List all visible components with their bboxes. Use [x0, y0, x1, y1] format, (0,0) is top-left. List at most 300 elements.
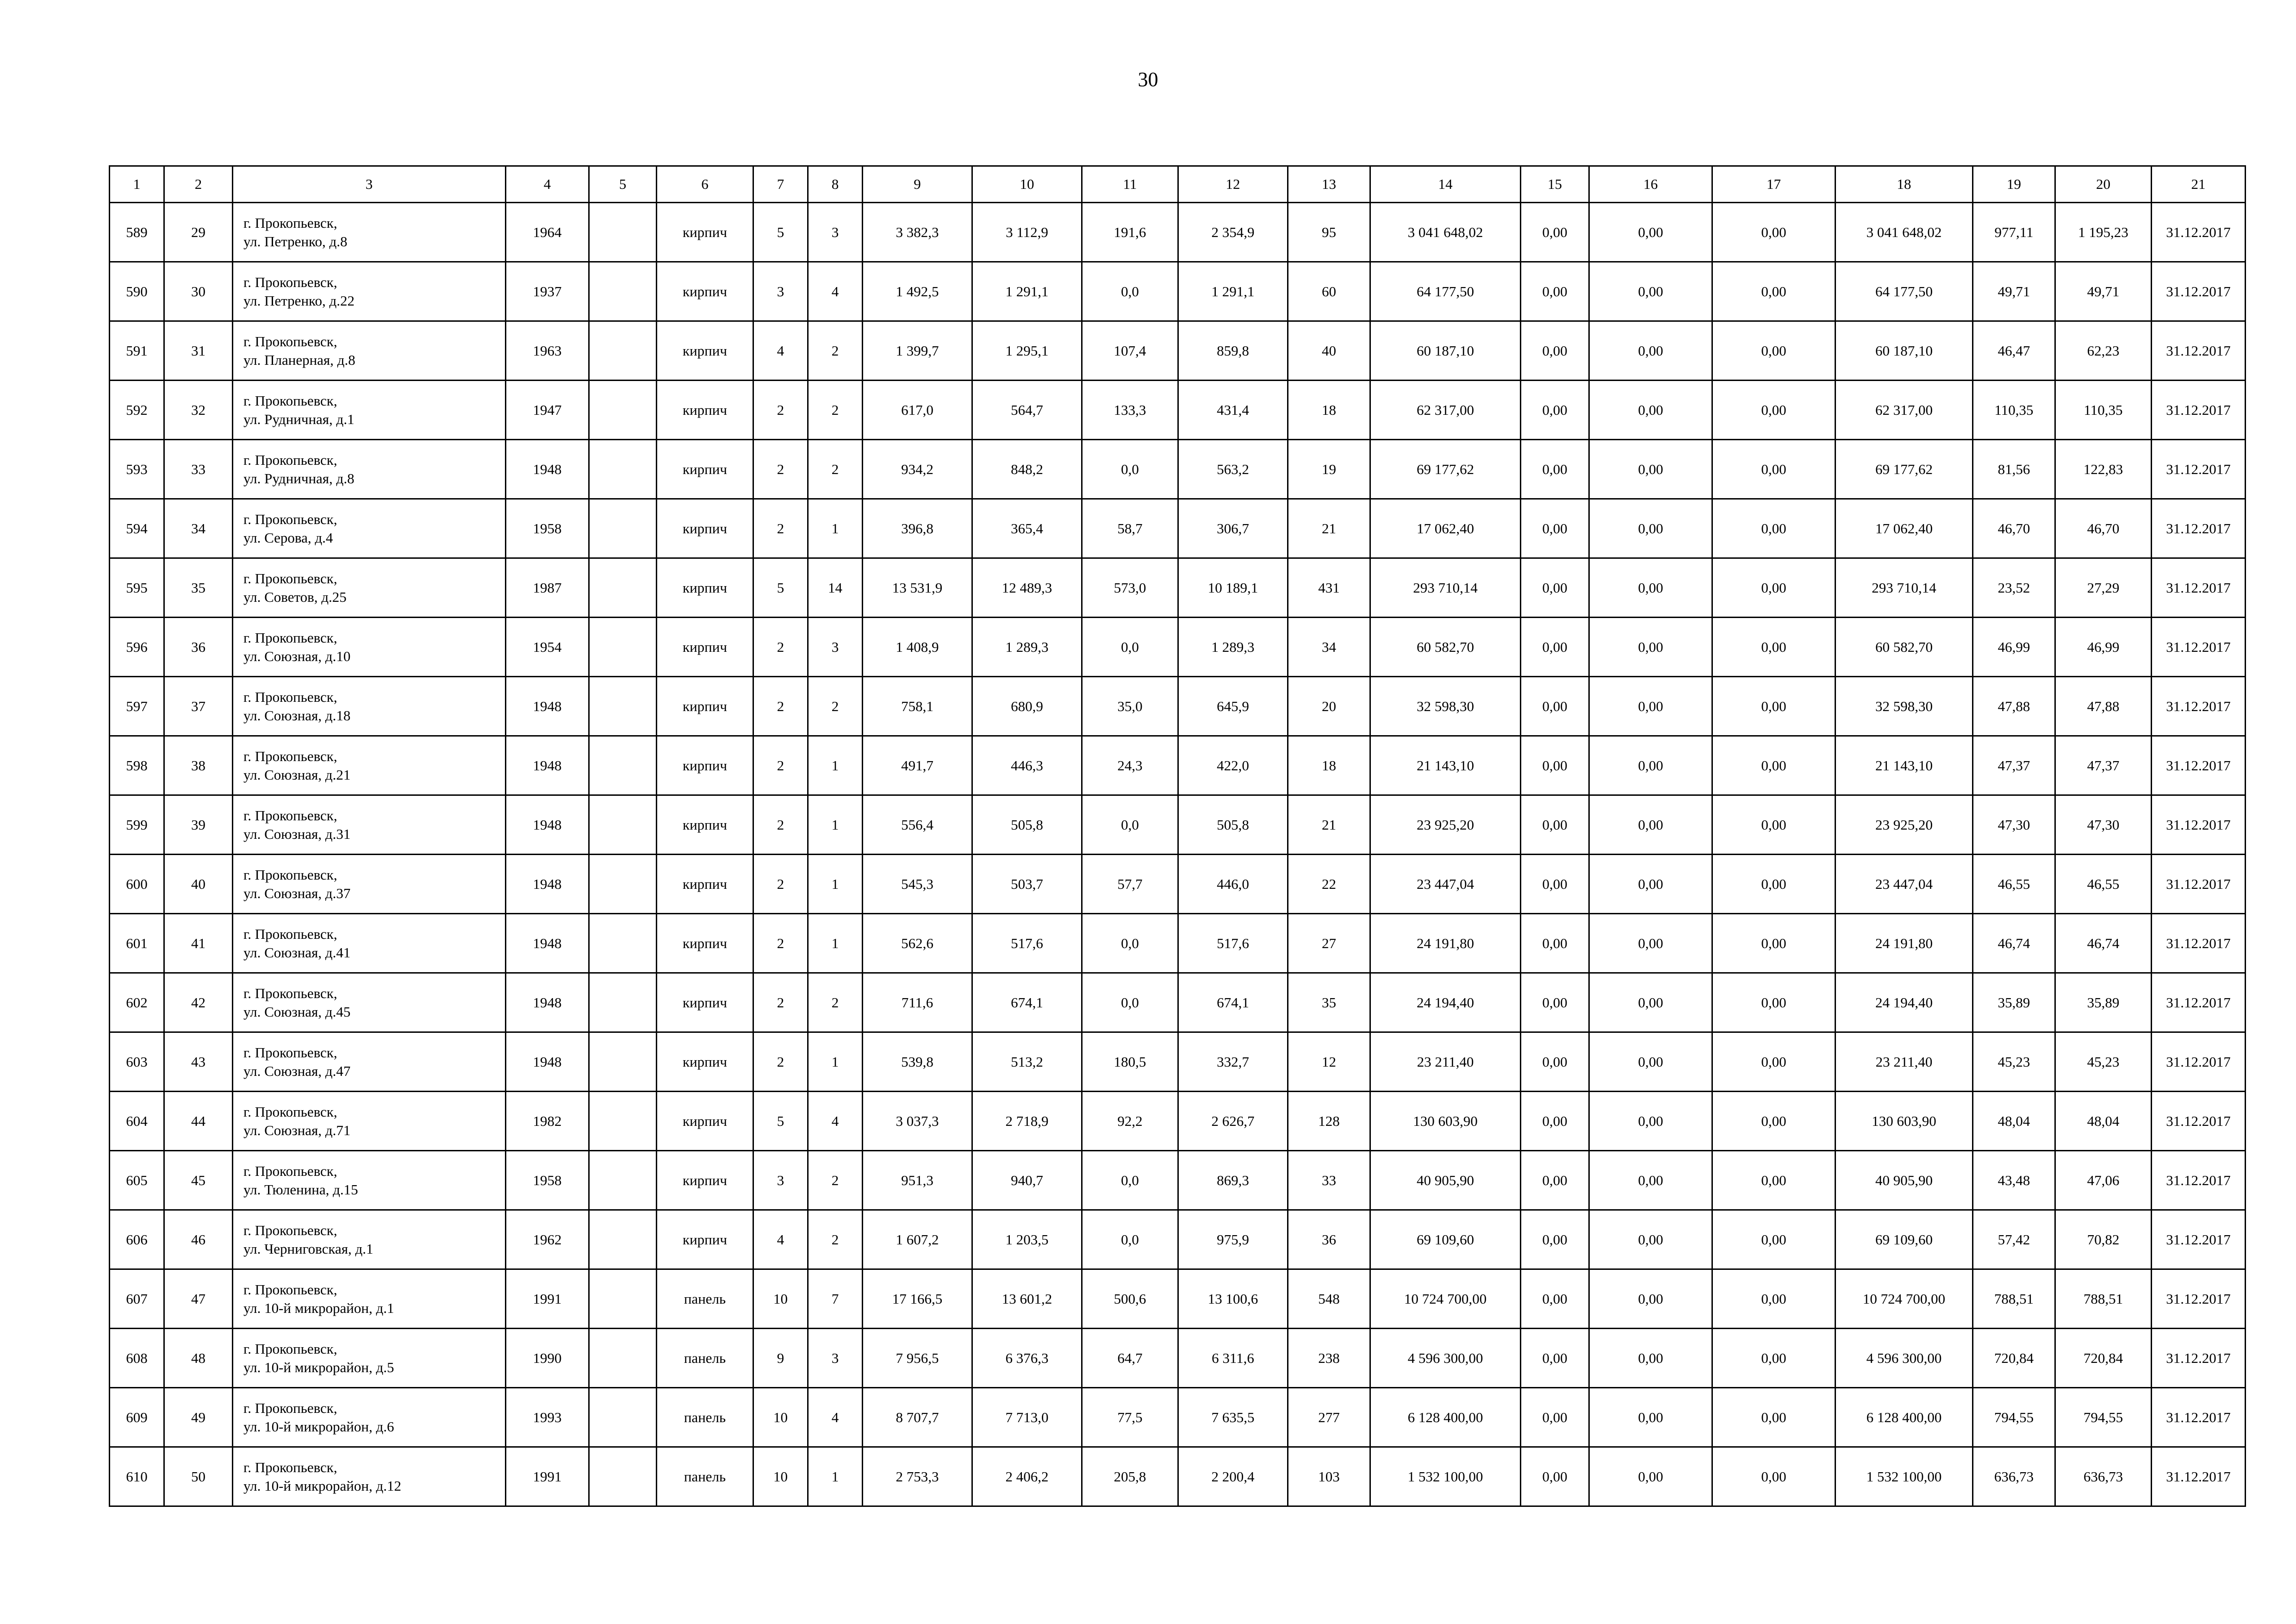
- cell-col-15: 0,00: [1521, 203, 1589, 262]
- cell-col-1: 598: [110, 736, 164, 795]
- cell-col-13: 19: [1288, 440, 1370, 499]
- address-cell: [233, 677, 506, 736]
- cell-col-8: 1: [808, 855, 863, 914]
- cell-col-1: 610: [110, 1447, 164, 1506]
- cell-col-10: 503,7: [972, 855, 1082, 914]
- address-cell: [233, 499, 506, 558]
- cell-col-11: 205,8: [1082, 1447, 1178, 1506]
- cell-col-19: 788,51: [1973, 1269, 2055, 1329]
- cell-col-14: 23 925,20: [1370, 795, 1521, 855]
- address-street: ул. Советов, д.25: [243, 588, 347, 605]
- cell-col-19: 47,30: [1973, 795, 2055, 855]
- cell-col-21: 31.12.2017: [2152, 1092, 2246, 1151]
- cell-col-10: 13 601,2: [972, 1269, 1082, 1329]
- cell-col-8: 2: [808, 1151, 863, 1210]
- cell-col-16: 0,00: [1589, 1151, 1712, 1210]
- address-city: г. Прокопьевск,: [243, 1044, 337, 1061]
- cell-col-19: 47,88: [1973, 677, 2055, 736]
- cell-col-12: 13 100,6: [1178, 1269, 1288, 1329]
- cell-col-21: 31.12.2017: [2152, 1447, 2246, 1506]
- cell-col-19: 35,89: [1973, 973, 2055, 1032]
- cell-col-20: 46,74: [2055, 914, 2152, 973]
- cell-col-13: 34: [1288, 618, 1370, 677]
- column-header-18: 18: [1836, 166, 1973, 203]
- cell-col-2: 47: [164, 1269, 233, 1329]
- cell-col-16: 0,00: [1589, 558, 1712, 618]
- cell-col-21: 31.12.2017: [2152, 914, 2246, 973]
- cell-col-2: 34: [164, 499, 233, 558]
- cell-col-11: 64,7: [1082, 1329, 1178, 1388]
- column-header-7: 7: [753, 166, 808, 203]
- cell-col-13: 60: [1288, 262, 1370, 321]
- cell-col-21: 31.12.2017: [2152, 1151, 2246, 1210]
- column-header-4: 4: [506, 166, 589, 203]
- cell-col-11: 0,0: [1082, 618, 1178, 677]
- cell-col-13: 22: [1288, 855, 1370, 914]
- cell-col-17: 0,00: [1712, 262, 1836, 321]
- cell-col-13: 36: [1288, 1210, 1370, 1269]
- column-number-row: [110, 166, 2246, 203]
- cell-col-16: 0,00: [1589, 499, 1712, 558]
- cell-col-18: 23 447,04: [1836, 855, 1973, 914]
- cell-col-7: 4: [753, 1210, 808, 1269]
- address-street: ул. Союзная, д.10: [243, 648, 351, 664]
- cell-col-11: 0,0: [1082, 440, 1178, 499]
- table-row: [110, 855, 2246, 914]
- cell-col-4: 1987: [506, 558, 589, 618]
- address-cell: [233, 1447, 506, 1506]
- cell-col-12: 2 354,9: [1178, 203, 1288, 262]
- cell-col-19: 23,52: [1973, 558, 2055, 618]
- cell-col-4: 1948: [506, 1032, 589, 1092]
- address-city: г. Прокопьевск,: [243, 1162, 337, 1179]
- cell-col-4: 1954: [506, 618, 589, 677]
- column-header-9: 9: [863, 166, 972, 203]
- cell-col-7: 5: [753, 558, 808, 618]
- cell-col-10: 680,9: [972, 677, 1082, 736]
- cell-col-8: 1: [808, 795, 863, 855]
- column-header-2: 2: [164, 166, 233, 203]
- address-city: г. Прокопьевск,: [243, 629, 337, 646]
- cell-col-17: 0,00: [1712, 1447, 1836, 1506]
- cell-col-1: 602: [110, 973, 164, 1032]
- cell-col-11: 92,2: [1082, 1092, 1178, 1151]
- cell-col-14: 23 447,04: [1370, 855, 1521, 914]
- cell-col-15: 0,00: [1521, 914, 1589, 973]
- address-cell: [233, 855, 506, 914]
- table-row: [110, 736, 2246, 795]
- cell-col-7: 9: [753, 1329, 808, 1388]
- cell-col-16: 0,00: [1589, 381, 1712, 440]
- page-number: 30: [1138, 68, 1158, 91]
- table-row: [110, 1329, 2246, 1388]
- cell-col-14: 23 211,40: [1370, 1032, 1521, 1092]
- table-row: [110, 1210, 2246, 1269]
- cell-col-10: 564,7: [972, 381, 1082, 440]
- cell-col-12: 505,8: [1178, 795, 1288, 855]
- address-cell: [233, 1092, 506, 1151]
- address-city: г. Прокопьевск,: [243, 451, 337, 468]
- cell-col-13: 40: [1288, 321, 1370, 381]
- address-cell: [233, 618, 506, 677]
- address-street: ул. 10-й микрорайон, д.12: [243, 1477, 401, 1494]
- cell-col-11: 0,0: [1082, 795, 1178, 855]
- cell-col-1: 606: [110, 1210, 164, 1269]
- cell-col-2: 38: [164, 736, 233, 795]
- cell-col-20: 49,71: [2055, 262, 2152, 321]
- cell-col-13: 21: [1288, 499, 1370, 558]
- column-header-15: 15: [1521, 166, 1589, 203]
- cell-col-18: 23 211,40: [1836, 1032, 1973, 1092]
- cell-col-15: 0,00: [1521, 440, 1589, 499]
- cell-col-12: 2 200,4: [1178, 1447, 1288, 1506]
- cell-col-17: 0,00: [1712, 914, 1836, 973]
- cell-col-17: 0,00: [1712, 736, 1836, 795]
- cell-col-14: 60 582,70: [1370, 618, 1521, 677]
- cell-col-13: 12: [1288, 1032, 1370, 1092]
- cell-col-5: [589, 855, 657, 914]
- cell-col-15: 0,00: [1521, 1269, 1589, 1329]
- column-header-5: 5: [589, 166, 657, 203]
- cell-col-10: 3 112,9: [972, 203, 1082, 262]
- column-header-6: 6: [657, 166, 753, 203]
- cell-col-19: 57,42: [1973, 1210, 2055, 1269]
- cell-col-20: 46,70: [2055, 499, 2152, 558]
- cell-col-16: 0,00: [1589, 321, 1712, 381]
- address-city: г. Прокопьевск,: [243, 1281, 337, 1298]
- address-city: г. Прокопьевск,: [243, 511, 337, 527]
- cell-col-5: [589, 558, 657, 618]
- cell-col-9: 617,0: [863, 381, 972, 440]
- cell-col-19: 81,56: [1973, 440, 2055, 499]
- cell-col-19: 43,48: [1973, 1151, 2055, 1210]
- cell-col-16: 0,00: [1589, 855, 1712, 914]
- cell-col-6: кирпич: [657, 499, 753, 558]
- cell-col-7: 2: [753, 618, 808, 677]
- cell-col-1: 592: [110, 381, 164, 440]
- cell-col-15: 0,00: [1521, 262, 1589, 321]
- cell-col-1: 597: [110, 677, 164, 736]
- address-cell: [233, 1388, 506, 1447]
- cell-col-10: 365,4: [972, 499, 1082, 558]
- cell-col-8: 1: [808, 736, 863, 795]
- address-street: ул. Союзная, д.37: [243, 885, 351, 901]
- address-cell: [233, 1329, 506, 1388]
- cell-col-8: 3: [808, 1329, 863, 1388]
- cell-col-15: 0,00: [1521, 1447, 1589, 1506]
- table-row: [110, 1447, 2246, 1506]
- cell-col-17: 0,00: [1712, 1329, 1836, 1388]
- cell-col-4: 1993: [506, 1388, 589, 1447]
- cell-col-17: 0,00: [1712, 1210, 1836, 1269]
- table-row: [110, 1092, 2246, 1151]
- cell-col-6: кирпич: [657, 262, 753, 321]
- cell-col-9: 1 607,2: [863, 1210, 972, 1269]
- cell-col-4: 1948: [506, 677, 589, 736]
- cell-col-14: 40 905,90: [1370, 1151, 1521, 1210]
- cell-col-18: 293 710,14: [1836, 558, 1973, 618]
- cell-col-4: 1947: [506, 381, 589, 440]
- cell-col-13: 18: [1288, 381, 1370, 440]
- cell-col-9: 2 753,3: [863, 1447, 972, 1506]
- cell-col-2: 50: [164, 1447, 233, 1506]
- address-street: ул. Тюленина, д.15: [243, 1181, 358, 1198]
- cell-col-16: 0,00: [1589, 618, 1712, 677]
- cell-col-2: 46: [164, 1210, 233, 1269]
- cell-col-20: 110,35: [2055, 381, 2152, 440]
- cell-col-18: 10 724 700,00: [1836, 1269, 1973, 1329]
- cell-col-8: 4: [808, 262, 863, 321]
- cell-col-2: 43: [164, 1032, 233, 1092]
- address-street: ул. 10-й микрорайон, д.6: [243, 1418, 394, 1435]
- cell-col-18: 3 041 648,02: [1836, 203, 1973, 262]
- cell-col-14: 24 194,40: [1370, 973, 1521, 1032]
- cell-col-20: 47,06: [2055, 1151, 2152, 1210]
- cell-col-2: 29: [164, 203, 233, 262]
- cell-col-11: 573,0: [1082, 558, 1178, 618]
- cell-col-18: 40 905,90: [1836, 1151, 1973, 1210]
- cell-col-20: 70,82: [2055, 1210, 2152, 1269]
- cell-col-14: 21 143,10: [1370, 736, 1521, 795]
- address-street: ул. Черниговская, д.1: [243, 1240, 373, 1257]
- address-cell: [233, 1032, 506, 1092]
- cell-col-5: [589, 736, 657, 795]
- cell-col-20: 62,23: [2055, 321, 2152, 381]
- cell-col-21: 31.12.2017: [2152, 677, 2246, 736]
- cell-col-12: 1 291,1: [1178, 262, 1288, 321]
- column-header-10: 10: [972, 166, 1082, 203]
- cell-col-5: [589, 677, 657, 736]
- cell-col-13: 35: [1288, 973, 1370, 1032]
- cell-col-18: 32 598,30: [1836, 677, 1973, 736]
- cell-col-8: 1: [808, 1032, 863, 1092]
- cell-col-1: 590: [110, 262, 164, 321]
- address-street: ул. Рудничная, д.1: [243, 411, 355, 427]
- address-street: ул. Серова, д.4: [243, 529, 333, 546]
- cell-col-2: 39: [164, 795, 233, 855]
- cell-col-10: 848,2: [972, 440, 1082, 499]
- cell-col-17: 0,00: [1712, 381, 1836, 440]
- cell-col-2: 45: [164, 1151, 233, 1210]
- cell-col-1: 599: [110, 795, 164, 855]
- cell-col-9: 3 037,3: [863, 1092, 972, 1151]
- address-city: г. Прокопьевск,: [243, 392, 337, 409]
- cell-col-16: 0,00: [1589, 677, 1712, 736]
- column-header-11: 11: [1082, 166, 1178, 203]
- cell-col-21: 31.12.2017: [2152, 381, 2246, 440]
- cell-col-20: 122,83: [2055, 440, 2152, 499]
- cell-col-10: 7 713,0: [972, 1388, 1082, 1447]
- cell-col-21: 31.12.2017: [2152, 795, 2246, 855]
- cell-col-19: 46,55: [1973, 855, 2055, 914]
- cell-col-8: 2: [808, 381, 863, 440]
- table-row: [110, 1388, 2246, 1447]
- cell-col-9: 396,8: [863, 499, 972, 558]
- cell-col-10: 1 291,1: [972, 262, 1082, 321]
- cell-col-12: 975,9: [1178, 1210, 1288, 1269]
- cell-col-9: 951,3: [863, 1151, 972, 1210]
- address-cell: [233, 440, 506, 499]
- cell-col-21: 31.12.2017: [2152, 1388, 2246, 1447]
- column-header-21: 21: [2152, 166, 2246, 203]
- table-row: [110, 558, 2246, 618]
- cell-col-20: 794,55: [2055, 1388, 2152, 1447]
- cell-col-6: кирпич: [657, 736, 753, 795]
- cell-col-1: 604: [110, 1092, 164, 1151]
- cell-col-11: 0,0: [1082, 262, 1178, 321]
- cell-col-9: 711,6: [863, 973, 972, 1032]
- cell-col-8: 1: [808, 1447, 863, 1506]
- column-header-19: 19: [1973, 166, 2055, 203]
- cell-col-2: 30: [164, 262, 233, 321]
- cell-col-17: 0,00: [1712, 203, 1836, 262]
- address-cell: [233, 973, 506, 1032]
- cell-col-17: 0,00: [1712, 973, 1836, 1032]
- cell-col-10: 674,1: [972, 973, 1082, 1032]
- address-cell: [233, 914, 506, 973]
- cell-col-2: 44: [164, 1092, 233, 1151]
- cell-col-2: 42: [164, 973, 233, 1032]
- cell-col-15: 0,00: [1521, 795, 1589, 855]
- cell-col-17: 0,00: [1712, 795, 1836, 855]
- cell-col-11: 0,0: [1082, 1151, 1178, 1210]
- cell-col-16: 0,00: [1589, 1092, 1712, 1151]
- cell-col-4: 1958: [506, 499, 589, 558]
- cell-col-15: 0,00: [1521, 1092, 1589, 1151]
- cell-col-7: 2: [753, 855, 808, 914]
- cell-col-1: 608: [110, 1329, 164, 1388]
- cell-col-7: 10: [753, 1447, 808, 1506]
- cell-col-17: 0,00: [1712, 855, 1836, 914]
- cell-col-19: 46,74: [1973, 914, 2055, 973]
- cell-col-9: 1 492,5: [863, 262, 972, 321]
- cell-col-18: 24 194,40: [1836, 973, 1973, 1032]
- table-row: [110, 677, 2246, 736]
- cell-col-6: кирпич: [657, 914, 753, 973]
- cell-col-18: 1 532 100,00: [1836, 1447, 1973, 1506]
- cell-col-5: [589, 914, 657, 973]
- cell-col-11: 180,5: [1082, 1032, 1178, 1092]
- column-header-13: 13: [1288, 166, 1370, 203]
- cell-col-18: 60 187,10: [1836, 321, 1973, 381]
- column-header-20: 20: [2055, 166, 2152, 203]
- cell-col-11: 24,3: [1082, 736, 1178, 795]
- cell-col-21: 31.12.2017: [2152, 855, 2246, 914]
- address-city: г. Прокопьевск,: [243, 1340, 337, 1357]
- cell-col-21: 31.12.2017: [2152, 440, 2246, 499]
- address-city: г. Прокопьевск,: [243, 688, 337, 705]
- cell-col-19: 794,55: [1973, 1388, 2055, 1447]
- cell-col-15: 0,00: [1521, 1210, 1589, 1269]
- cell-col-19: 48,04: [1973, 1092, 2055, 1151]
- table-row: [110, 440, 2246, 499]
- cell-col-6: кирпич: [657, 973, 753, 1032]
- column-header-1: 1: [110, 166, 164, 203]
- cell-col-16: 0,00: [1589, 1210, 1712, 1269]
- cell-col-10: 6 376,3: [972, 1329, 1082, 1388]
- cell-col-5: [589, 973, 657, 1032]
- cell-col-21: 31.12.2017: [2152, 499, 2246, 558]
- cell-col-13: 21: [1288, 795, 1370, 855]
- cell-col-17: 0,00: [1712, 440, 1836, 499]
- column-header-8: 8: [808, 166, 863, 203]
- table-row: [110, 203, 2246, 262]
- table-row: [110, 914, 2246, 973]
- cell-col-21: 31.12.2017: [2152, 1210, 2246, 1269]
- cell-col-7: 10: [753, 1269, 808, 1329]
- cell-col-2: 37: [164, 677, 233, 736]
- address-street: ул. Союзная, д.71: [243, 1122, 351, 1138]
- address-city: г. Прокопьевск,: [243, 1399, 337, 1416]
- cell-col-1: 609: [110, 1388, 164, 1447]
- cell-col-21: 31.12.2017: [2152, 973, 2246, 1032]
- cell-col-19: 46,47: [1973, 321, 2055, 381]
- table-row: [110, 1151, 2246, 1210]
- cell-col-12: 563,2: [1178, 440, 1288, 499]
- cell-col-6: кирпич: [657, 618, 753, 677]
- cell-col-2: 35: [164, 558, 233, 618]
- cell-col-21: 31.12.2017: [2152, 618, 2246, 677]
- cell-col-19: 46,70: [1973, 499, 2055, 558]
- cell-col-1: 593: [110, 440, 164, 499]
- cell-col-13: 548: [1288, 1269, 1370, 1329]
- cell-col-9: 556,4: [863, 795, 972, 855]
- cell-col-20: 788,51: [2055, 1269, 2152, 1329]
- cell-col-4: 1948: [506, 736, 589, 795]
- cell-col-16: 0,00: [1589, 1269, 1712, 1329]
- cell-col-14: 69 177,62: [1370, 440, 1521, 499]
- cell-col-9: 934,2: [863, 440, 972, 499]
- cell-col-11: 35,0: [1082, 677, 1178, 736]
- cell-col-20: 48,04: [2055, 1092, 2152, 1151]
- address-cell: [233, 1151, 506, 1210]
- cell-col-9: 562,6: [863, 914, 972, 973]
- cell-col-12: 517,6: [1178, 914, 1288, 973]
- cell-col-1: 594: [110, 499, 164, 558]
- cell-col-20: 636,73: [2055, 1447, 2152, 1506]
- cell-col-10: 505,8: [972, 795, 1082, 855]
- cell-col-5: [589, 1447, 657, 1506]
- cell-col-8: 2: [808, 973, 863, 1032]
- cell-col-1: 601: [110, 914, 164, 973]
- cell-col-14: 3 041 648,02: [1370, 203, 1521, 262]
- cell-col-21: 31.12.2017: [2152, 558, 2246, 618]
- cell-col-13: 18: [1288, 736, 1370, 795]
- cell-col-11: 107,4: [1082, 321, 1178, 381]
- cell-col-13: 33: [1288, 1151, 1370, 1210]
- cell-col-14: 17 062,40: [1370, 499, 1521, 558]
- cell-col-7: 5: [753, 1092, 808, 1151]
- address-cell: [233, 795, 506, 855]
- cell-col-13: 431: [1288, 558, 1370, 618]
- cell-col-12: 859,8: [1178, 321, 1288, 381]
- address-cell: [233, 558, 506, 618]
- cell-col-18: 69 109,60: [1836, 1210, 1973, 1269]
- cell-col-4: 1991: [506, 1269, 589, 1329]
- cell-col-16: 0,00: [1589, 1032, 1712, 1092]
- cell-col-9: 7 956,5: [863, 1329, 972, 1388]
- cell-col-6: панель: [657, 1269, 753, 1329]
- cell-col-2: 33: [164, 440, 233, 499]
- cell-col-5: [589, 1151, 657, 1210]
- address-street: ул. Планерная, д.8: [243, 351, 355, 368]
- address-city: г. Прокопьевск,: [243, 925, 337, 942]
- cell-col-8: 3: [808, 618, 863, 677]
- cell-col-7: 3: [753, 262, 808, 321]
- cell-col-13: 103: [1288, 1447, 1370, 1506]
- cell-col-14: 1 532 100,00: [1370, 1447, 1521, 1506]
- cell-col-9: 491,7: [863, 736, 972, 795]
